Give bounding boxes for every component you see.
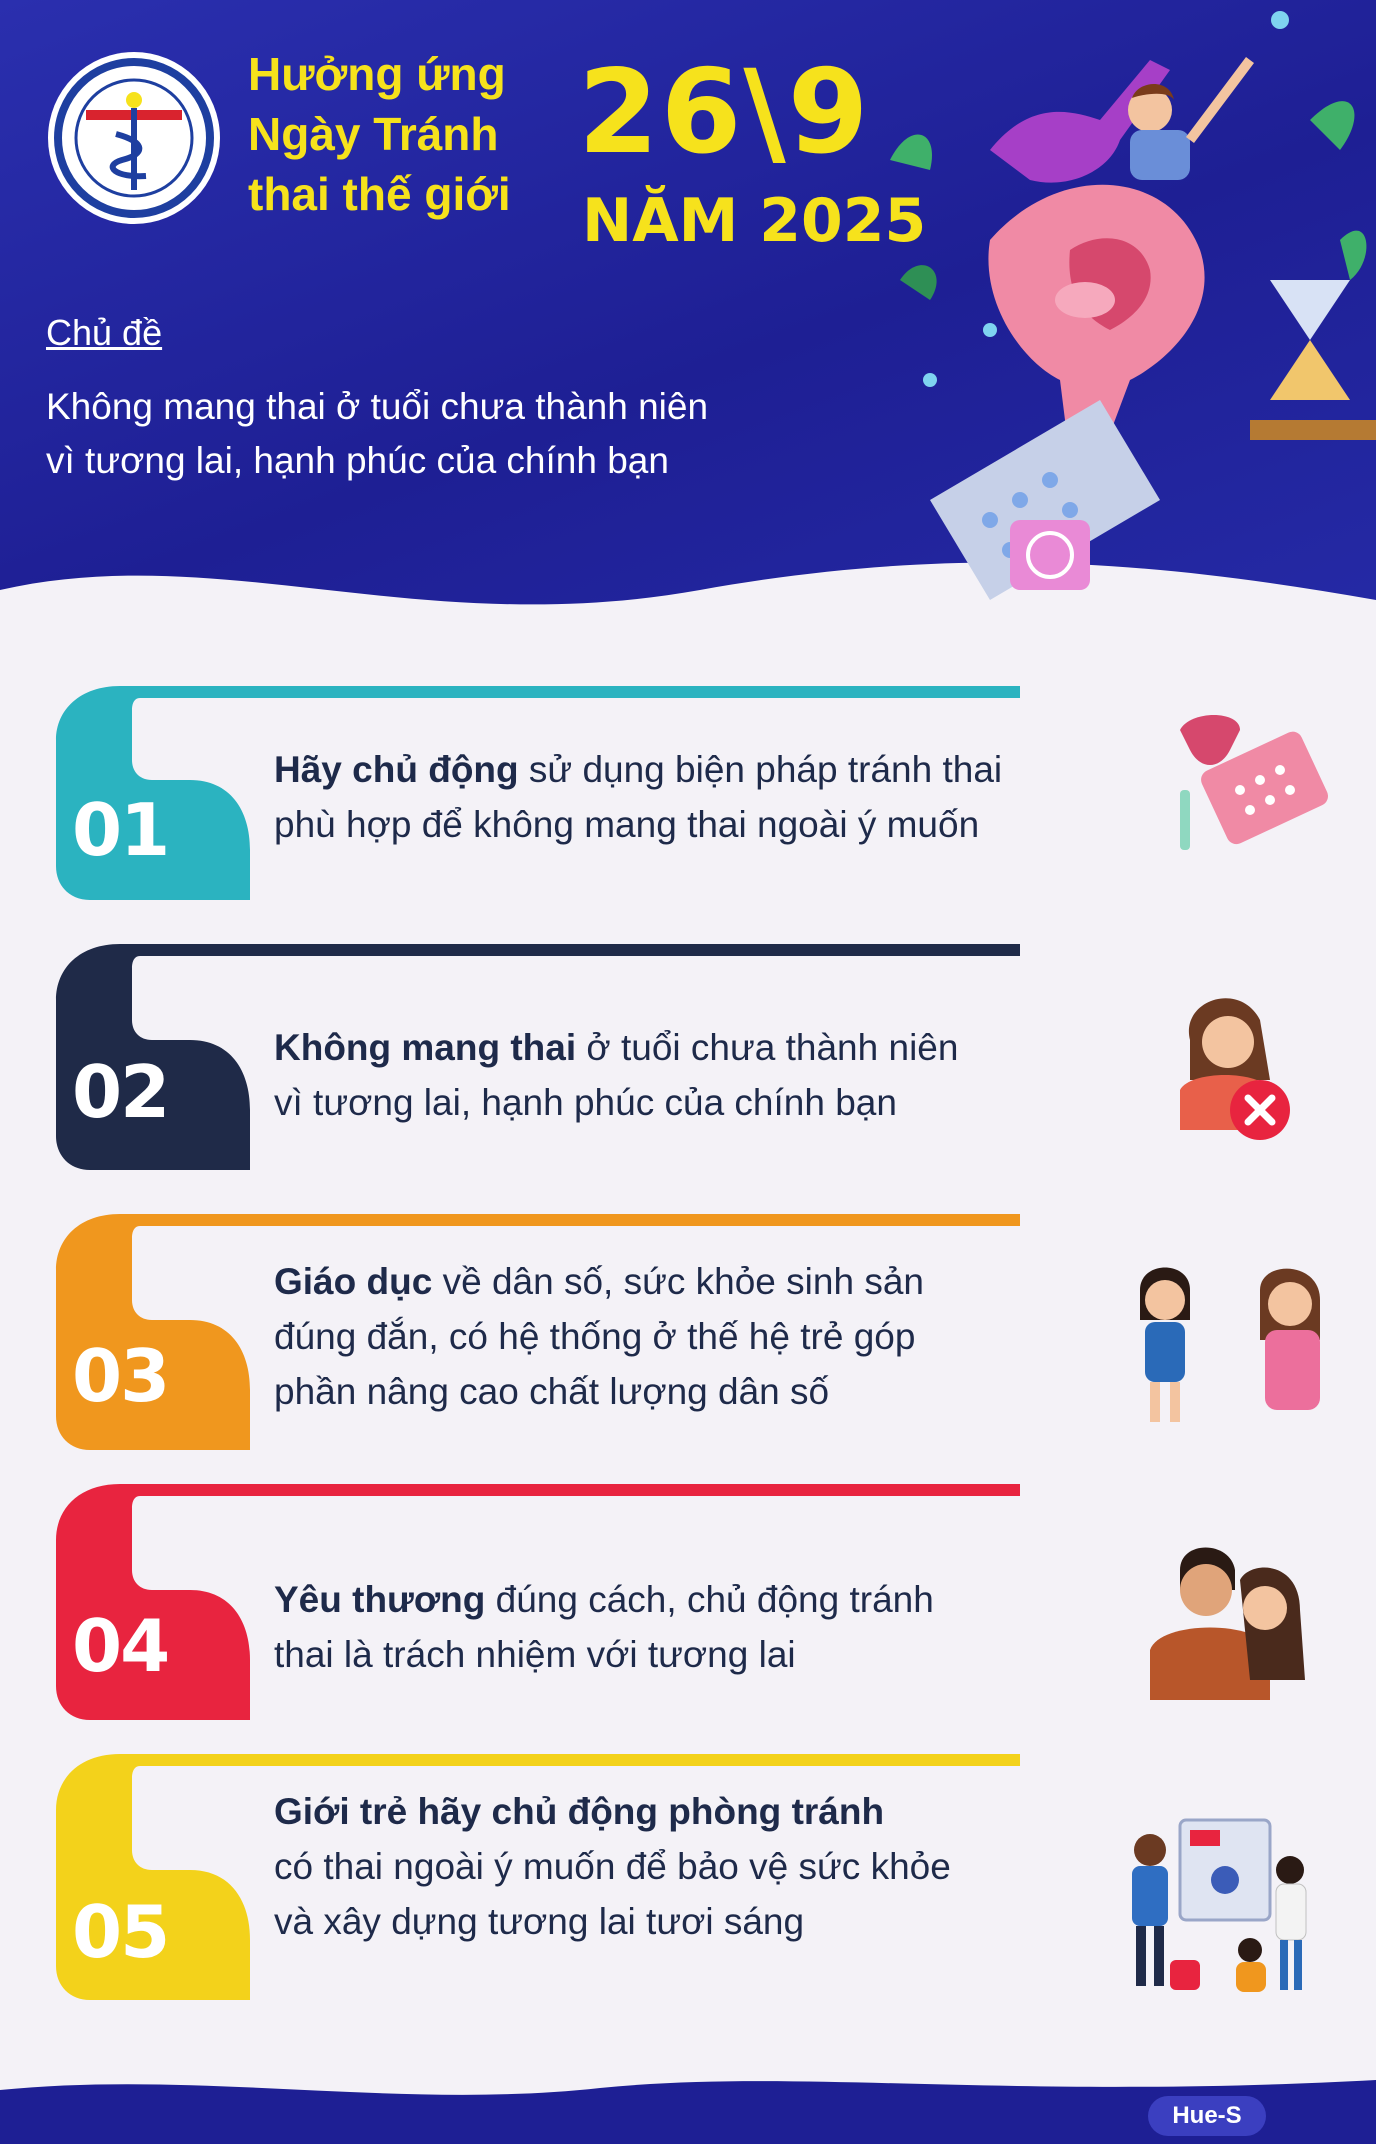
point-bold-5: Giới trẻ hãy chủ động phòng tránh — [274, 1791, 885, 1832]
point-line2-4: thai là trách nhiệm với tương lai — [274, 1634, 796, 1675]
point-text-3 — [274, 1254, 1154, 1419]
point-number-3: 03 — [72, 1334, 169, 1418]
theme-text — [46, 380, 906, 488]
point-line1-rest-3: về dân số, sức khỏe sinh sản — [432, 1261, 924, 1302]
point-line3-3: phần nâng cao chất lượng dân số — [274, 1371, 830, 1412]
hue-s-badge: Hue-S — [1148, 2096, 1266, 2136]
point-number-1: 01 — [72, 788, 169, 872]
contraceptive-pill-icon — [1160, 710, 1330, 860]
two-girls-talking-icon — [1120, 1260, 1340, 1430]
point-number-2: 02 — [72, 1050, 169, 1134]
point-line3-5: và xây dựng tương lai tươi sáng — [274, 1901, 805, 1942]
point-line2-2: vì tương lai, hạnh phúc của chính bạn — [274, 1082, 897, 1123]
point-number-5: 05 — [72, 1890, 169, 1974]
point-text-1 — [274, 742, 1154, 852]
point-bold-3: Giáo dục — [274, 1261, 433, 1302]
point-text-4 — [274, 1572, 1154, 1682]
point-item-1 — [0, 670, 1376, 900]
theme-line-2: vì tương lai, hạnh phúc của chính bạn — [46, 440, 669, 481]
point-line2-1: phù hợp để không mang thai ngoài ý muốn — [274, 804, 980, 845]
header-banner — [0, 0, 1376, 640]
title-line-3: thai thế giới — [248, 168, 511, 220]
point-item-4 — [0, 1480, 1376, 1710]
youth-learning-icon — [1110, 1810, 1320, 2000]
event-title — [248, 44, 511, 224]
point-item-5 — [0, 1750, 1376, 1980]
point-line2-5: có thai ngoài ý muốn để bảo vệ sức khỏe — [274, 1846, 951, 1887]
point-line1-rest-4: đúng cách, chủ động tránh — [485, 1579, 934, 1620]
point-bold-2: Không mang thai — [274, 1027, 577, 1068]
couple-hugging-icon — [1140, 1540, 1320, 1710]
theme-line-1: Không mang thai ở tuổi chưa thành niên — [46, 386, 709, 427]
title-line-1: Hưởng ứng — [248, 48, 506, 100]
point-line1-rest-2: ở tuổi chưa thành niên — [576, 1027, 959, 1068]
event-date: 26\9 — [578, 45, 871, 180]
point-number-4: 04 — [72, 1604, 169, 1688]
hero-illustration — [870, 0, 1376, 600]
point-line2-3: đúng đắn, có hệ thống ở thế hệ trẻ góp — [274, 1316, 916, 1357]
point-bold-4: Yêu thương — [274, 1579, 486, 1620]
worried-girl-icon — [1160, 980, 1310, 1150]
event-year: NĂM 2025 — [582, 186, 927, 256]
title-line-2: Ngày Tránh — [248, 108, 499, 160]
theme-label: Chủ đề — [46, 312, 163, 353]
point-text-2 — [274, 1020, 1154, 1130]
point-text-5 — [274, 1784, 1154, 1949]
health-ministry-logo — [46, 50, 222, 226]
point-item-3 — [0, 1210, 1376, 1440]
point-line1-rest-1: sử dụng biện pháp tránh thai — [518, 749, 1003, 790]
point-bold-1: Hãy chủ động — [274, 749, 519, 790]
point-item-2 — [0, 940, 1376, 1170]
